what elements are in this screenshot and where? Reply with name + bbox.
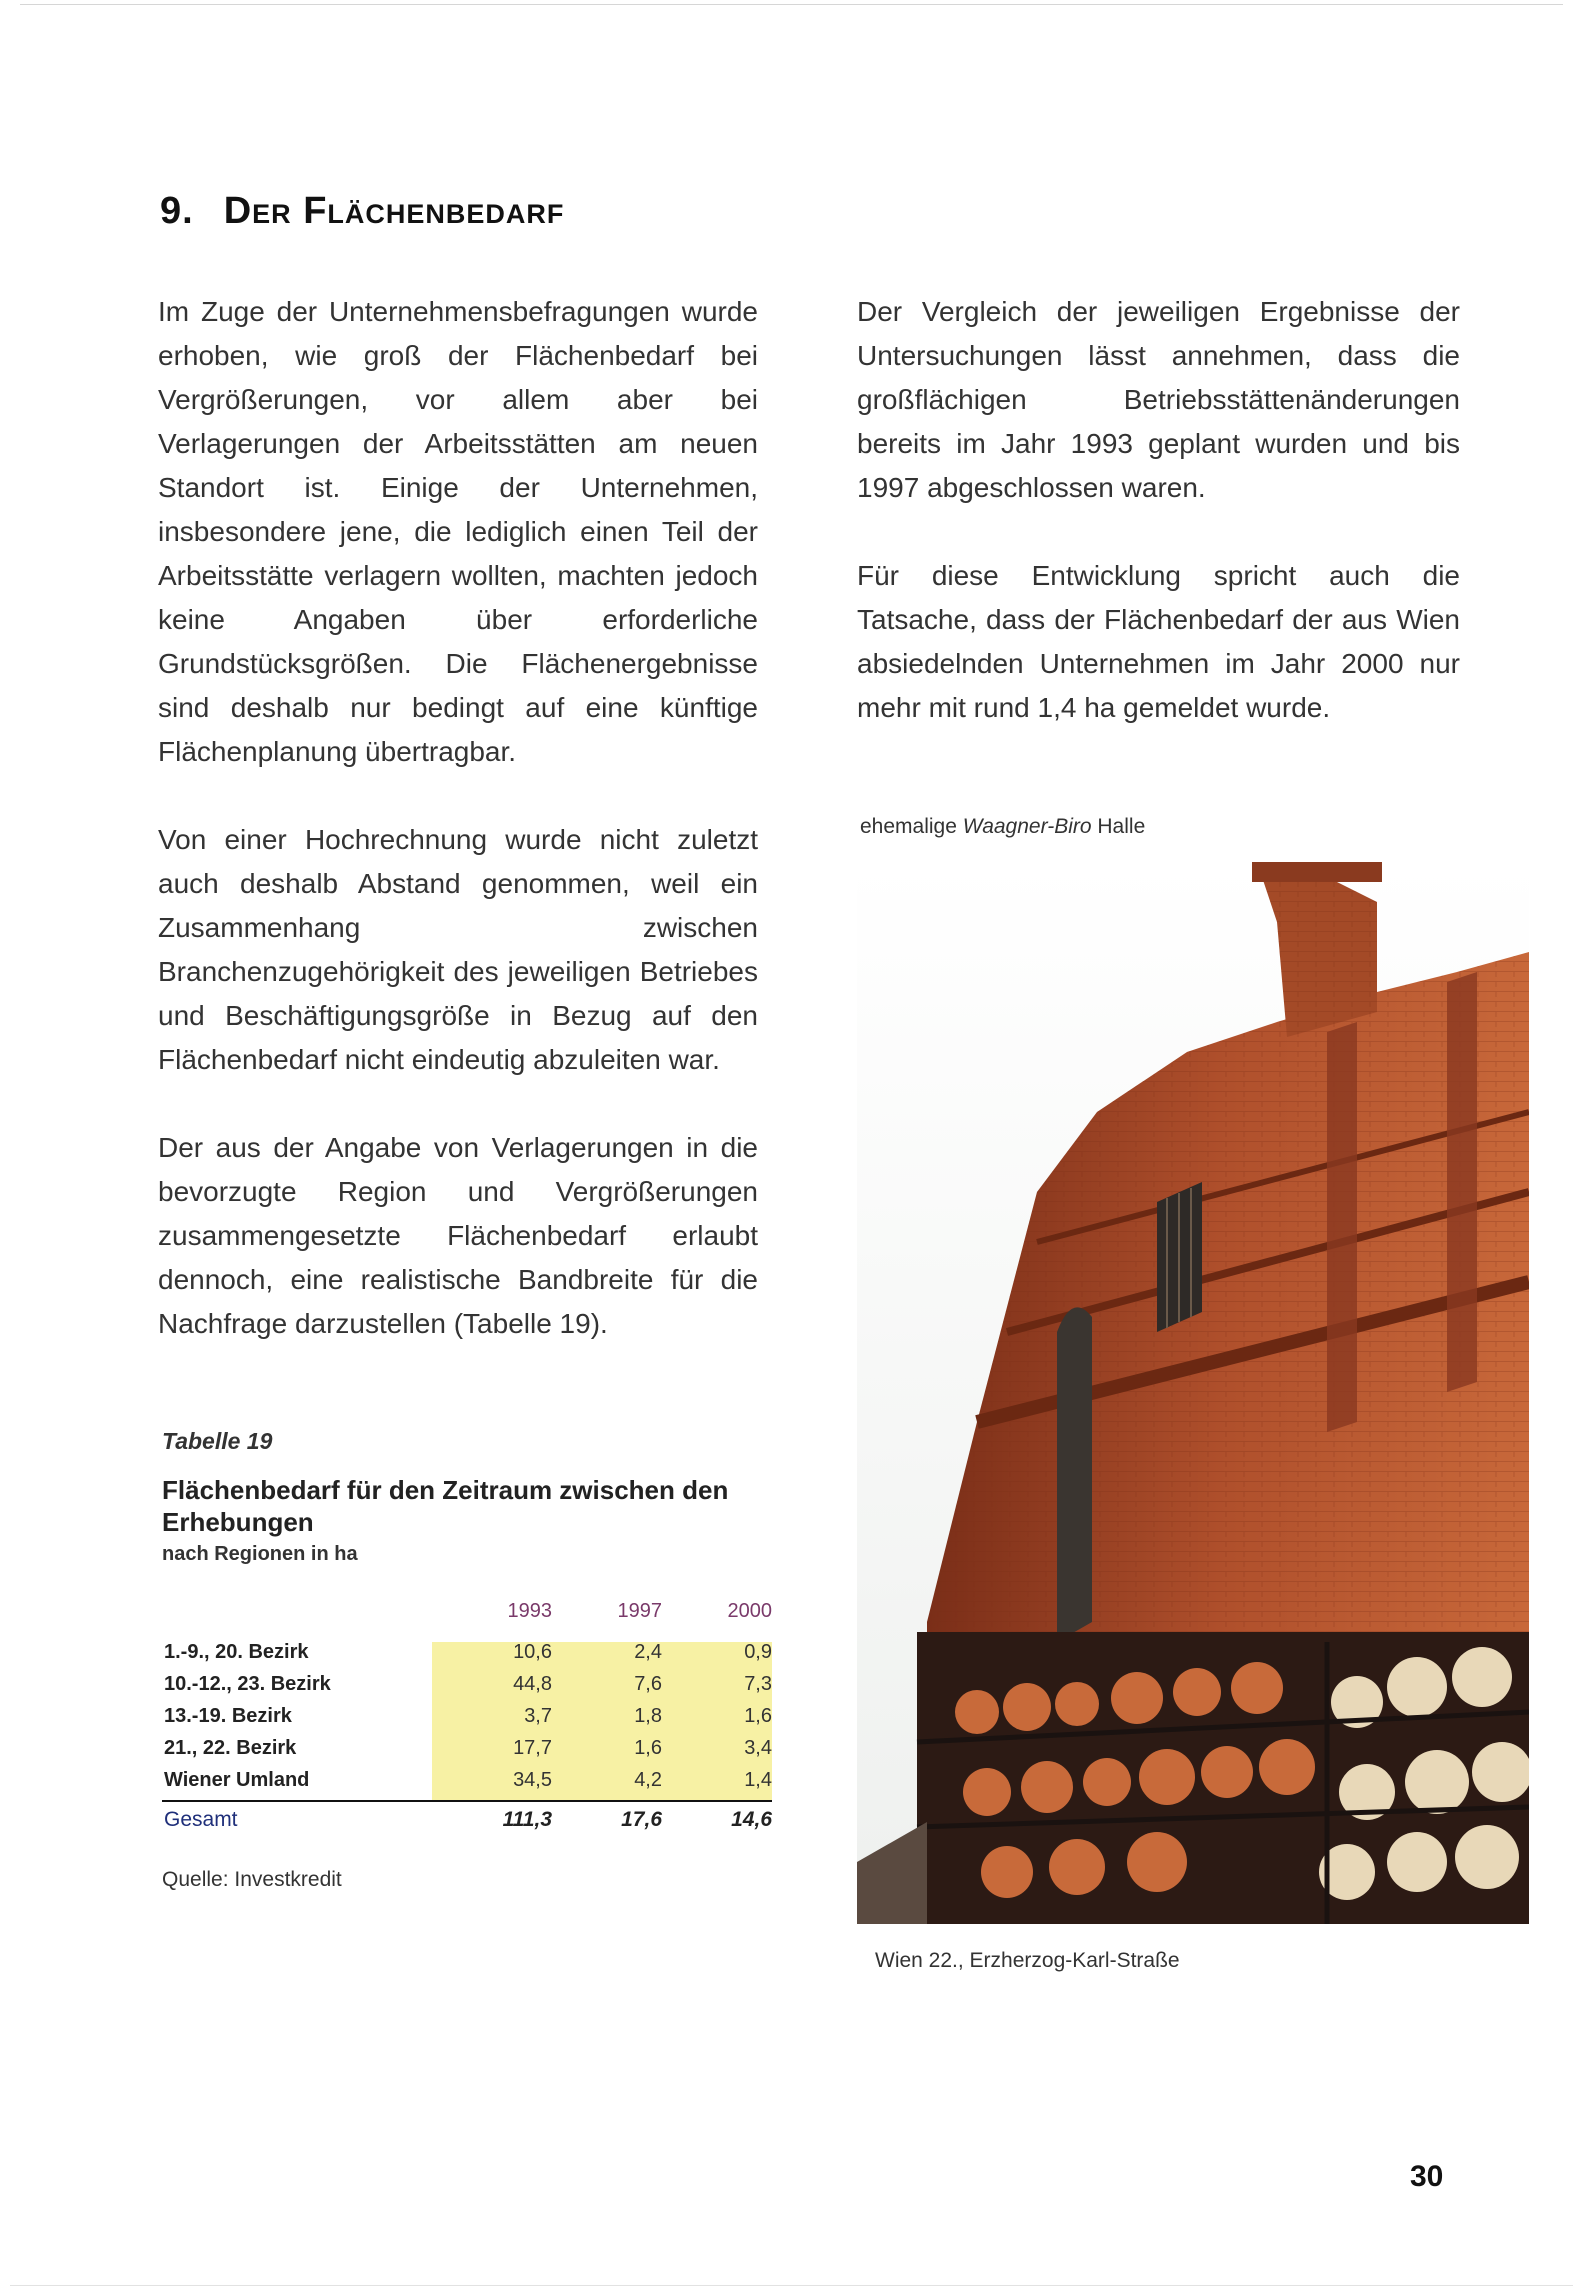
left-paragraph-2: Von einer Hochrechnung wurde nicht zuletzt auch deshalb Abstand genommen, weil ein Zusammenhang zwischen Branchenzugehörigkeit des jeweiligen Betriebes und Beschäftigungsgröße in Bezug auf den Flächenbedarf nicht eindeutig abzuleiten war. <box>158 824 758 1075</box>
total-value: 17,6 <box>621 1808 662 1831</box>
photo-caption-top <box>860 815 1145 839</box>
row-label: 21., 22. Bezirk <box>164 1737 297 1759</box>
row-label: Wiener Umland <box>164 1769 310 1791</box>
page-number: 30 <box>1410 2160 1444 2193</box>
total-label: Gesamt <box>164 1808 238 1831</box>
table-row <box>162 1764 772 1796</box>
table-row <box>162 1732 772 1764</box>
column-header-1993: 1993 <box>507 1600 552 1622</box>
section-number: 9. <box>160 190 194 232</box>
cell-value: 34,5 <box>513 1769 552 1791</box>
table-subtitle: nach Regionen in ha <box>162 1543 358 1565</box>
table-source: Quelle: Investkredit <box>162 1868 342 1891</box>
cell-value: 4,2 <box>634 1769 662 1791</box>
cell-value: 1,6 <box>744 1705 772 1727</box>
cell-value: 1,6 <box>634 1737 662 1759</box>
building-photo <box>857 862 1529 1924</box>
cell-value: 0,9 <box>744 1641 772 1663</box>
section-heading <box>160 190 564 233</box>
table-row <box>162 1700 772 1732</box>
cell-value: 7,6 <box>634 1673 662 1695</box>
cell-value: 10,6 <box>513 1641 552 1663</box>
section-title: Der Flächenbedarf <box>223 190 565 232</box>
table-row <box>162 1668 772 1700</box>
cell-value: 1,8 <box>634 1705 662 1727</box>
table-title: Flächenbedarf für den Zeitraum zwischen den Erhebungen <box>162 1475 729 1537</box>
row-label: 13.-19. Bezirk <box>164 1705 292 1727</box>
total-value: 14,6 <box>731 1808 772 1831</box>
cell-value: 3,4 <box>744 1737 772 1759</box>
right-column <box>857 290 1460 730</box>
left-column <box>158 290 758 1346</box>
cell-value: 3,7 <box>524 1705 552 1727</box>
cell-value: 44,8 <box>513 1673 552 1695</box>
table-header-row <box>162 1600 772 1636</box>
photo-caption-bottom: Wien 22., Erzherzog-Karl-Straße <box>875 1949 1180 1972</box>
top-rule <box>20 4 1563 5</box>
left-paragraph-3: Der aus der Angabe von Verlagerungen in die bevorzugte Region und Vergrößerungen zusammengesetzte Flächenbedarf erlaubt dennoch, eine realistische Bandbreite für die Nachfrage darzustellen (Tabelle 19). <box>158 1132 758 1339</box>
caption-name: Waagner-Biro <box>962 815 1092 838</box>
column-header-1997: 1997 <box>617 1600 662 1622</box>
cell-value: 2,4 <box>634 1641 662 1663</box>
cell-value: 1,4 <box>744 1769 772 1791</box>
table-label: Tabelle 19 <box>162 1428 273 1454</box>
table-total-row <box>162 1808 772 1840</box>
caption-prefix: ehemalige <box>860 815 957 838</box>
caption-suffix: Halle <box>1097 815 1146 838</box>
bottom-rule <box>10 2285 1573 2286</box>
table-row <box>162 1636 772 1668</box>
cell-value: 7,3 <box>744 1673 772 1695</box>
table-body <box>162 1636 772 1796</box>
right-paragraph-1: Der Vergleich der jeweiligen Ergebnisse der Untersuchungen lässt annehmen, dass die großflächigen Betriebsstättenänderungen bereits im Jahr 1993 geplant wurden und bis 1997 abgeschlossen waren. <box>857 296 1460 503</box>
data-table <box>162 1600 772 1831</box>
row-label: 10.-12., 23. Bezirk <box>164 1673 331 1695</box>
column-header-2000: 2000 <box>727 1600 772 1622</box>
table-total-rule <box>162 1800 772 1802</box>
row-label: 1.-9., 20. Bezirk <box>164 1641 309 1663</box>
total-value: 111,3 <box>502 1808 552 1831</box>
right-paragraph-2: Für diese Entwicklung spricht auch die Tatsache, dass der Flächenbedarf der aus Wien absiedelnden Unternehmen im Jahr 2000 nur mehr mit rund 1,4 ha gemeldet wurde. <box>857 560 1460 723</box>
cell-value: 17,7 <box>513 1737 552 1759</box>
left-paragraph-1: Im Zuge der Unternehmensbefragungen wurde erhoben, wie groß der Flächenbedarf bei Vergrößerungen, vor allem aber bei Verlagerungen der Arbeitsstätten am neuen Standort ist. Einige der Unternehmen, insbesondere jene, die lediglich einen Teil der Arbeitsstätte verlagern wollten, machten jedoch keine Angaben über erforderliche Grundstücksgrößen. Die Flächenergebnisse sind deshalb nur bedingt auf eine künftige Flächenplanung übertragbar. <box>158 296 758 767</box>
